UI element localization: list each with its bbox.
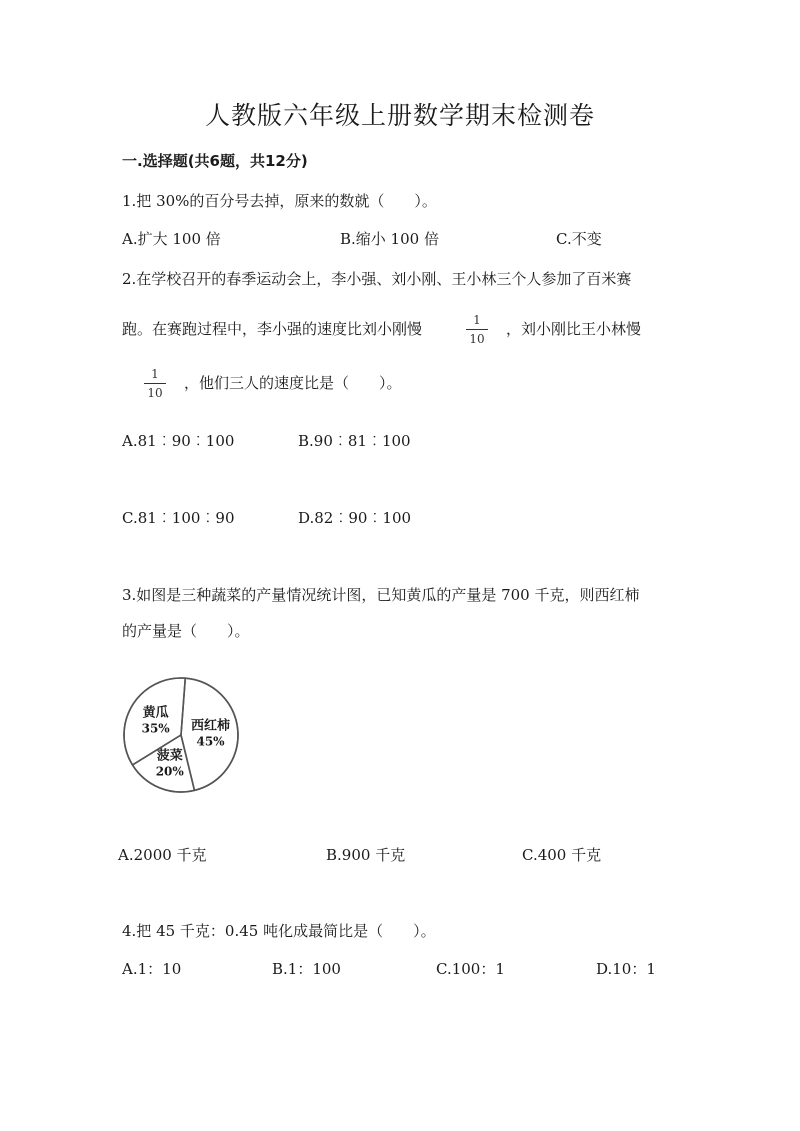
section-heading: 一.选择题(共6题，共12分) [122,152,308,170]
fraction-denominator: 10 [147,386,163,400]
question-1-option-c[interactable]: C.不变 [556,230,602,248]
pie-slice-label: 西红柿 [191,718,231,734]
question-2-option-c[interactable]: C.81︰100︰90 [122,509,235,527]
question-4-option-a[interactable]: A.1：10 [122,960,182,978]
question-2-option-a[interactable]: A.81︰90︰100 [122,432,235,450]
question-2-fraction-2 [144,367,166,400]
question-4-text: 4.把 45 千克：0.45 吨化成最简比是（ ）。 [122,922,436,940]
question-4-option-d[interactable]: D.10：1 [596,960,656,978]
question-2-option-d[interactable]: D.82︰90︰100 [298,509,412,527]
question-3-line-2: 的产量是（ ）。 [122,622,250,640]
question-3-line-1: 3.如图是三种蔬菜的产量情况统计图，已知黄瓜的产量是 700 千克，则西红柿 [122,586,640,604]
question-2-line-1: 2.在学校召开的春季运动会上，李小强、刘小刚、王小林三个人参加了百米赛 [122,270,632,288]
question-1-text: 1.把 30%的百分号去掉，原来的数就（ ）。 [122,192,437,210]
question-4-option-b[interactable]: B.1：100 [272,960,341,978]
question-3-option-b[interactable]: B.900 千克 [326,846,406,864]
fraction-numerator: 1 [151,367,159,381]
vegetable-pie-chart [118,670,248,800]
question-2-line-2a: 跑。在赛跑过程中，李小强的速度比刘小刚慢 [122,320,423,338]
question-3-option-a[interactable]: A.2000 千克 [118,846,207,864]
page-title: 人教版六年级上册数学期末检测卷 [204,101,595,130]
pie-slice-value-label: 45% [196,734,225,749]
pie-slice-label: 菠菜 [156,748,183,764]
question-1-option-b[interactable]: B.缩小 100 倍 [340,230,439,248]
fraction-numerator: 1 [473,313,481,327]
pie-slice-label: 黄瓜 [142,705,169,721]
question-4-option-c[interactable]: C.100：1 [436,960,505,978]
question-2-fraction-1 [466,313,488,346]
question-1-option-a[interactable]: A.扩大 100 倍 [122,230,221,248]
question-2-line-3: ，他们三人的速度比是（ ）。 [184,374,402,392]
question-2-line-2b: ，刘小刚比王小林慢 [506,320,642,338]
pie-slice-value-label: 35% [141,721,170,736]
fraction-denominator: 10 [469,332,485,346]
question-2-option-b[interactable]: B.90︰81︰100 [298,432,411,450]
question-3-option-c[interactable]: C.400 千克 [522,846,602,864]
pie-slice-value-label: 20% [155,764,184,779]
